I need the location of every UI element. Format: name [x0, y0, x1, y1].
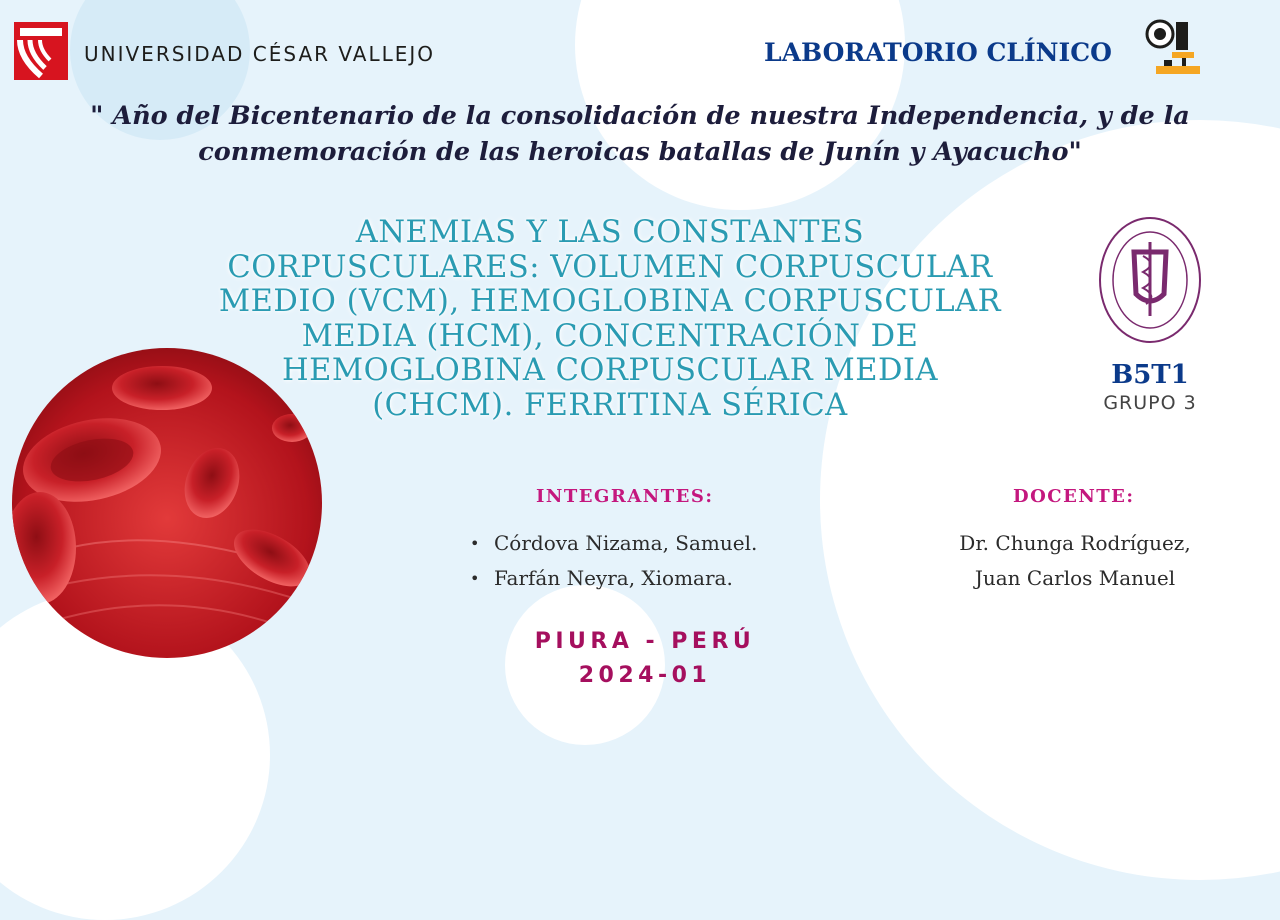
teacher-line: Dr. Chunga Rodríguez,	[959, 531, 1191, 555]
bullet-icon: •	[470, 534, 480, 553]
list-item	[470, 561, 757, 596]
course-title: LABORATORIO CLÍNICO	[764, 38, 1112, 67]
title-line: MEDIA (HCM), CONCENTRACIÓN DE	[301, 318, 919, 354]
title-line: CORPUSCULARES: VOLUMEN CORPUSCULAR	[227, 249, 993, 285]
title-line: MEDIO (VCM), HEMOGLOBINA CORPUSCULAR	[218, 284, 1002, 319]
group-name: GRUPO 3	[1103, 392, 1197, 414]
location: PIURA - PERÚ	[534, 629, 756, 654]
microscope-icon	[1142, 16, 1204, 80]
red-blood-cells-image	[12, 348, 322, 658]
academic-period: 2024-01	[578, 663, 712, 688]
bullet-icon: •	[470, 569, 480, 588]
member-name: Córdova Nizama, Samuel.	[494, 531, 758, 555]
title-line: HEMOGLOBINA CORPUSCULAR MEDIA	[282, 353, 938, 388]
members-list	[470, 526, 757, 596]
list-item	[470, 526, 757, 561]
title-line: (CHCM). FERRITINA SÉRICA	[372, 387, 848, 423]
university-name: UNIVERSIDAD CÉSAR VALLEJO	[84, 42, 436, 66]
members-heading: INTEGRANTES:	[536, 486, 714, 507]
teacher-line: Juan Carlos Manuel	[974, 566, 1176, 590]
motto-line: " Año del Bicentenario de la consolidación de nuestra Independencia, y de la	[90, 101, 1190, 131]
motto	[60, 98, 1220, 170]
teacher-heading: DOCENTE:	[1013, 486, 1135, 507]
title-line: ANEMIAS Y LAS CONSTANTES	[355, 215, 865, 250]
member-name: Farfán Neyra, Xiomara.	[494, 566, 733, 590]
medicine-faculty-seal-icon	[1098, 216, 1202, 344]
teacher-name	[930, 526, 1220, 596]
motto-line: conmemoración de las heroicas batallas de Junín y Ayacucho"	[198, 137, 1082, 167]
ucv-logo-icon	[12, 18, 70, 84]
group-code: B5T1	[1111, 360, 1189, 390]
